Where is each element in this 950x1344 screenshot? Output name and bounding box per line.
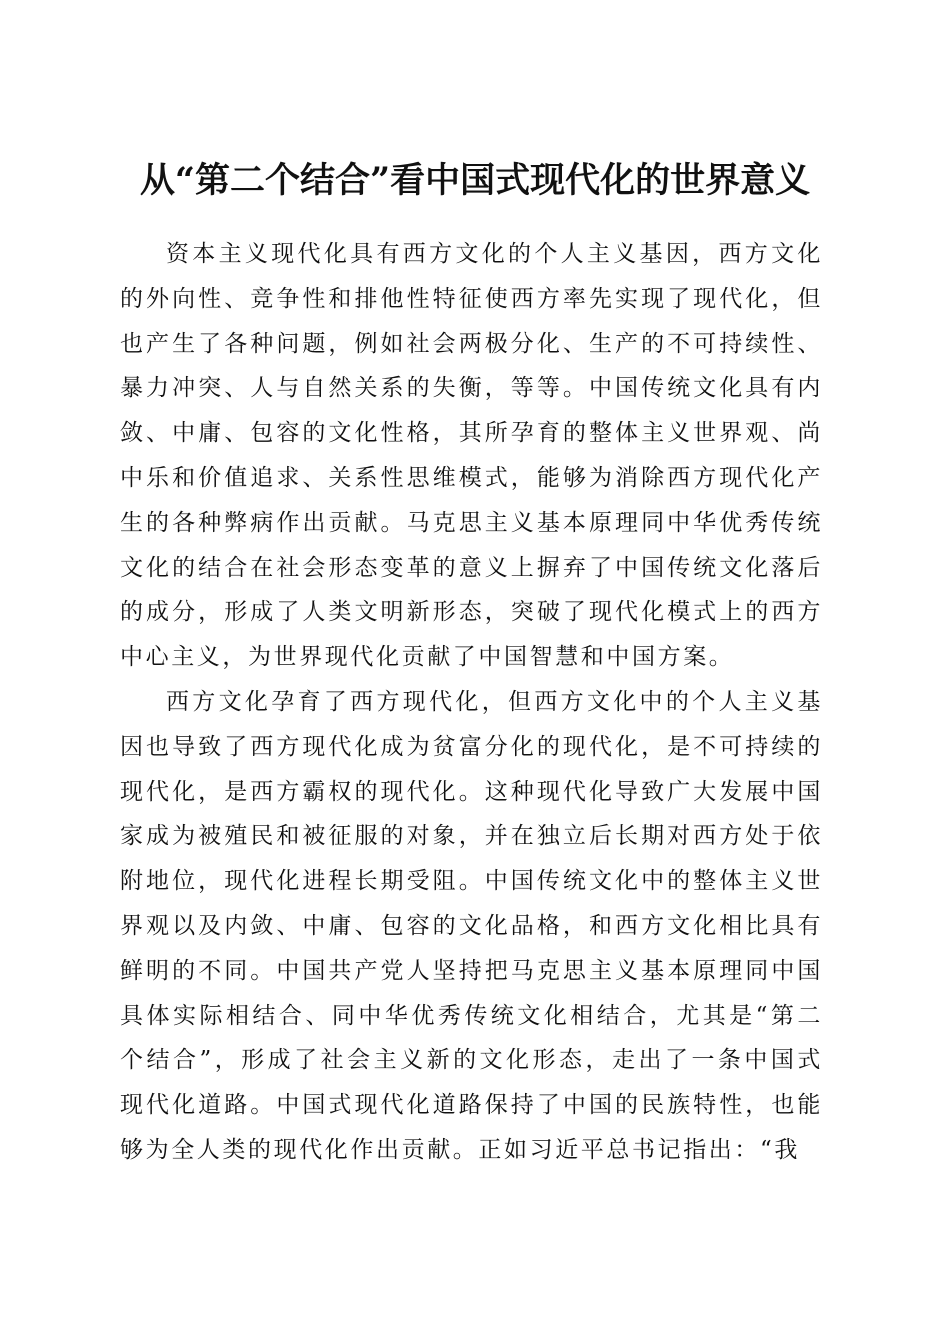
document-body <box>120 232 823 1173</box>
paragraph-2: 西方文化孕育了西方现代化，但西方文化中的个人主义基因也导致了西方现代化成为贫富分化的现代化，是不可持续的现代化，是西方霸权的现代化。这种现代化导致广大发展中国家成为被殖民和被征服的对象，并在独立后长期对西方处于依附地位，现代化进程长期受阻。中国传统文化中的整体主义世界观以及内敛、中庸、包容的文化品格，和西方文化相比具有鲜明的不同。中国共产党人坚持把马克思主义基本原理同中国具体实际相结合、同中华优秀传统文化相结合，尤其是“第二个结合”，形成了社会主义新的文化形态，走出了一条中国式现代化道路。中国式现代化道路保持了中国的民族特性，也能够为全人类的现代化作出贡献。正如习近平总书记指出：“我 <box>120 688 823 1163</box>
document-title: 从“第二个结合”看中国式现代化的世界意义 <box>139 160 811 202</box>
paragraph-1: 资本主义现代化具有西方文化的个人主义基因，西方文化的外向性、竞争性和排他性特征使西方率先实现了现代化，但也产生了各种问题，例如社会两极分化、生产的不可持续性、暴力冲突、人与自然关系的失衡，等等。中国传统文化具有内敛、中庸、包容的文化性格，其所孕育的整体主义世界观、尚中乐和价值追求、关系性思维模式，能够为消除西方现代化产生的各种弊病作出贡献。马克思主义基本原理同中华优秀传统文化的结合在社会形态变革的意义上摒弃了中国传统文化落后的成分，形成了人类文明新形态，突破了现代化模式上的西方中心主义，为世界现代化贡献了中国智慧和中国方案。 <box>120 241 823 671</box>
